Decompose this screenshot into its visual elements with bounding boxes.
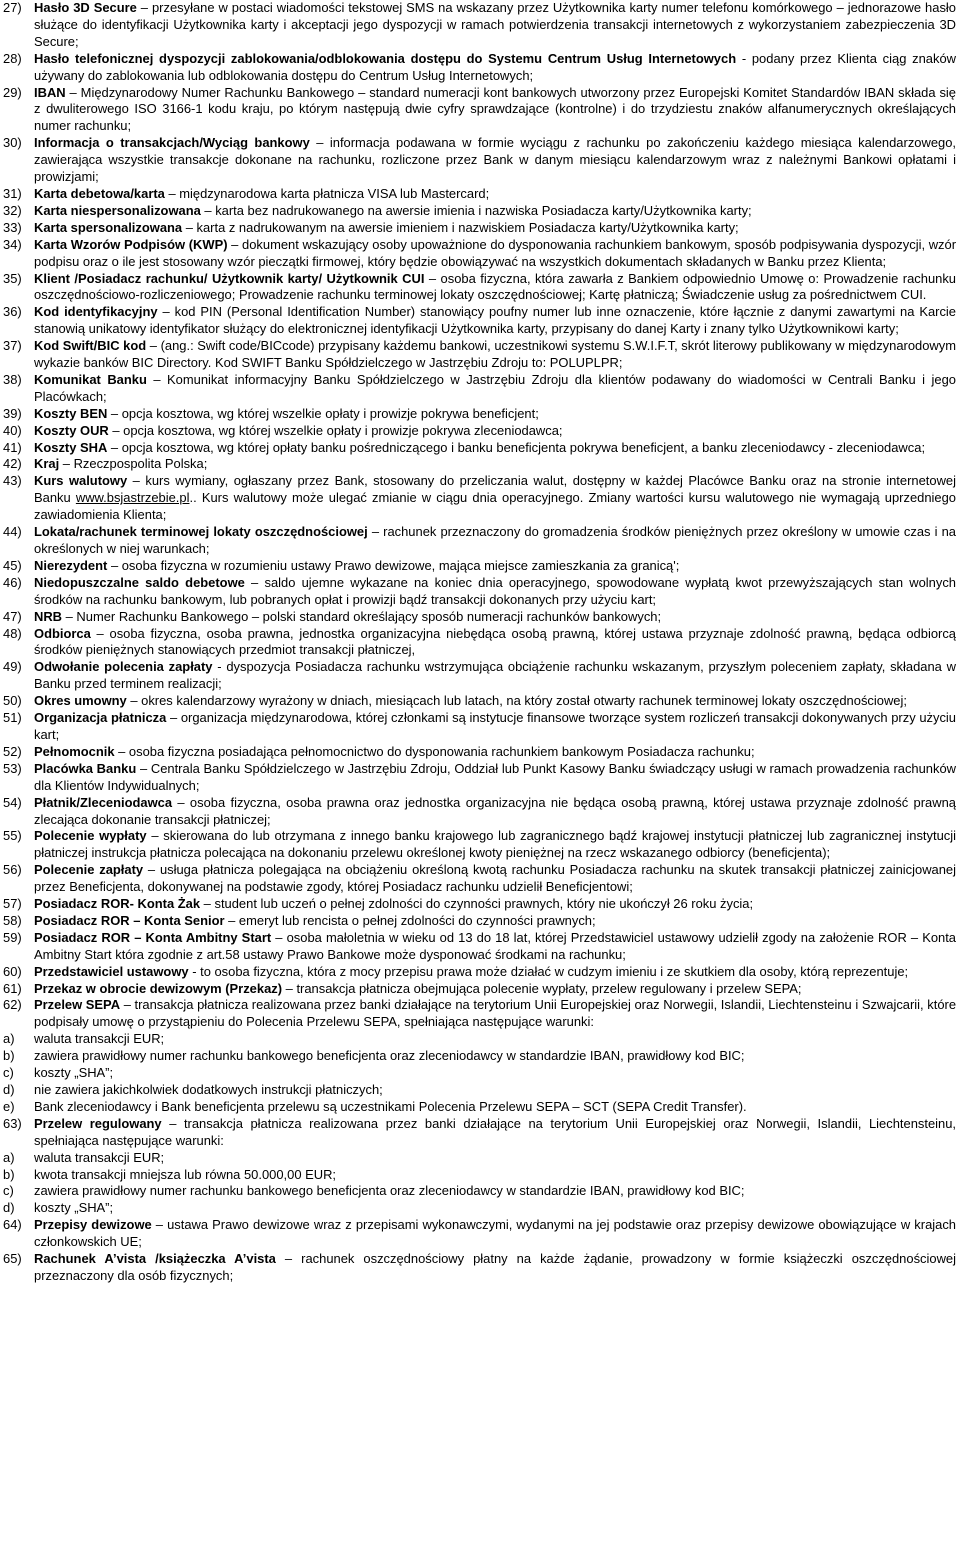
definition-term: Organizacja płatnicza — [34, 710, 167, 726]
term-separator: – — [172, 794, 190, 810]
definition-term: Koszty SHA — [34, 439, 108, 455]
condition-letter: b) — [3, 1048, 15, 1064]
definition-term: Odwołanie polecenia zapłaty — [34, 659, 213, 675]
definition-number: 64) — [3, 1217, 22, 1233]
term-separator: – — [136, 760, 151, 776]
term-separator: – — [107, 405, 122, 421]
term-separator: – — [143, 862, 160, 878]
definition-term: Okres umowny — [34, 693, 127, 709]
definition-term: Posiadacz ROR – Konta Ambitny Start — [34, 929, 272, 945]
condition-letter: d) — [3, 1082, 15, 1097]
definition-number: 56) — [3, 862, 22, 878]
definition-item — [3, 524, 956, 558]
definition-term: Lokata/rachunek terminowej lokaty oszczędnościowej — [34, 524, 368, 540]
definition-item — [3, 456, 956, 473]
condition-item — [3, 1048, 956, 1065]
bank-website-link[interactable]: www.bsjastrzebie.pl — [75, 490, 190, 506]
definition-number: 46) — [3, 574, 22, 590]
definition-term: Informacja o transakcjach/Wyciąg bankowy — [34, 135, 310, 151]
definition-item — [3, 981, 956, 998]
definition-term: Karta debetowa/karta — [34, 185, 165, 201]
definition-term: Kraj — [34, 456, 60, 472]
definition-number: 35) — [3, 270, 22, 286]
definition-number: 27) — [3, 0, 22, 15]
definition-item — [3, 659, 956, 693]
definition-text: osoba fizyczna posiadająca pełnomocnictwo do dysponowania rachunkiem bankowym Posiadacza rachunku; — [128, 743, 755, 759]
definition-item — [3, 237, 956, 271]
definition-number: 60) — [3, 963, 22, 979]
definition-term: Posiadacz ROR – Konta Senior — [34, 912, 225, 928]
term-separator: – — [424, 270, 441, 286]
definition-number: 47) — [3, 608, 22, 624]
term-separator: – — [126, 693, 142, 709]
definition-item — [3, 862, 956, 896]
term-separator: – — [182, 219, 197, 235]
definition-item — [3, 693, 956, 710]
definition-number: 32) — [3, 202, 22, 218]
definition-item — [3, 997, 956, 1031]
definition-item — [3, 440, 956, 457]
condition-text: Bank zleceniodawcy i Bank beneficjenta przelewu są uczestnikami Polecenia Przelewu SEPA – SCT (SEPA Credit Transfer). — [34, 1098, 747, 1114]
definition-term: Koszty BEN — [34, 405, 108, 421]
term-separator: – — [271, 929, 287, 945]
definition-item — [3, 1116, 956, 1150]
term-separator: – — [282, 980, 297, 996]
definition-number: 30) — [3, 135, 22, 151]
definition-item — [3, 406, 956, 423]
term-separator: – — [65, 84, 81, 100]
definition-term: Hasło 3D Secure — [34, 0, 137, 15]
condition-text: kwota transakcji mniejsza lub równa 50.000,00 EUR; — [34, 1166, 337, 1182]
definition-number: 62) — [3, 997, 22, 1013]
definition-text: rachunek przeznaczony do gromadzenia środków pieniężnych przez określony w umowie czas i na określonych w niej warunkach; — [34, 524, 956, 556]
definition-number: 43) — [3, 473, 22, 489]
definition-item — [3, 51, 956, 85]
definition-item — [3, 828, 956, 862]
term-separator: – — [107, 439, 122, 455]
definition-item — [3, 626, 956, 660]
condition-item — [3, 1167, 956, 1184]
definition-number: 40) — [3, 422, 22, 438]
definition-text: transakcja płatnicza realizowana przez banki działające na terytorium Unii Europejskiej oraz Norwegii, Islandii, Liechtensteinu, spełniająca następujące warunki: — [34, 1115, 957, 1148]
definition-text: organizacja międzynarodowa, której członkami są instytucje finansowe tworzące system rozliczeń transakcji dokonywanych przy użyciu kart; — [34, 710, 956, 742]
definition-term: Karta spersonalizowana — [34, 219, 183, 235]
definition-item — [3, 761, 956, 795]
definition-text: Komunikat informacyjny Banku Spółdzielczego w Jastrzębiu Zdroju dla klientów podawany do wiadomości w Centrali Banku i jego Placówkach; — [34, 371, 956, 404]
definition-term: Koszty OUR — [34, 422, 109, 438]
definition-number: 28) — [3, 50, 22, 66]
definition-text: międzynarodowa karta płatnicza VISA lub Mastercard; — [179, 185, 490, 201]
definition-number: 36) — [3, 304, 22, 320]
term-separator: – — [107, 557, 122, 573]
definition-number: 37) — [3, 338, 22, 354]
condition-letter: a) — [3, 1149, 15, 1165]
condition-letter: a) — [3, 1031, 15, 1047]
definition-number: 48) — [3, 625, 22, 641]
definition-number: 31) — [3, 185, 22, 201]
term-separator: – — [157, 304, 175, 320]
definition-item — [3, 372, 956, 406]
definition-text: karta bez nadrukowanego na awersie imienia i nazwiska Posiadacza karty/Użytkownika karty; — [215, 202, 752, 218]
condition-letter: c) — [3, 1065, 14, 1081]
condition-item — [3, 1082, 956, 1099]
definition-term: Przedstawiciel ustawowy — [34, 963, 189, 979]
definition-text: informacja podawana w formie wyciągu z rachunku po zakończeniu każdego miesiąca kalendarzowego, zawierająca wszystkie transakcje dokonane na rachunku, rozliczone przez Bank w danym miesiącu kalendarzowym wraz z należnymi Bankowi opłatami i prowizjami; — [34, 135, 957, 185]
term-separator: – — [146, 338, 161, 354]
definition-text: student lub uczeń o pełnej zdolności do czynności prawnych, który nie ukończył 26 roku życia; — [214, 896, 754, 912]
condition-item — [3, 1099, 956, 1116]
condition-item — [3, 1200, 956, 1217]
definition-text: transakcja płatnicza realizowana przez banki działające na terytorium Unii Europejskiej oraz Norwegii, Islandii, Liechtensteinu i Szwajcarii, które podpisały umowę o przystąpieniu do Polecenia Przelewu SEPA, spełniająca następujące warunki: — [34, 997, 957, 1030]
definition-item — [3, 85, 956, 136]
definition-term: Kod identyfikacyjny — [34, 304, 158, 320]
definition-term: Przepisy dewizowe — [34, 1217, 152, 1233]
definition-text: dokument wskazujący osoby upoważnione do dysponowania rachunkiem bankowym, sposób podpisywania dyspozycji, wzór podpisu oraz o ile jest stosowany wzór pieczątki firmowej, który będzie obowiązywać na wszystkich dokumentach składanych w Banku przez Klienta; — [34, 236, 957, 269]
definition-number: 29) — [3, 84, 22, 100]
definition-text: Rzeczpospolita Polska; — [73, 456, 208, 472]
definition-term: Kod Swift/BIC kod — [34, 338, 147, 354]
condition-item — [3, 1065, 956, 1082]
definition-term: Przekaz w obrocie dewizowym (Przekaz) — [34, 980, 283, 996]
definition-text: rachunek oszczędnościowy płatny na każde żądanie, prowadzony w formie książeczki oszczędnościowej przeznaczony dla osób fizycznych; — [34, 1251, 956, 1283]
definition-term: Placówka Banku — [34, 760, 137, 776]
definition-item — [3, 220, 956, 237]
definition-item — [3, 964, 956, 981]
definition-text: Międzynarodowy Numer Rachunku Bankowego – standard numeracji kont bankowych utworzony przez Europejski Komitet Standardów IBAN składa się z dwuliterowego ISO 3166-1 kodu kraju, po którym następują dwie cyfry sprawdzające (kontrolne) i do trzydziestu znaków alfanumerycznych określających numer rachunku; — [34, 84, 957, 134]
definition-number: 57) — [3, 896, 22, 912]
definition-text: karta z nadrukowanym na awersie imieniem i nazwiskiem Posiadacza karty/Użytkownika karty; — [196, 219, 739, 235]
term-separator: - — [736, 50, 752, 66]
definition-term: Kurs walutowy — [34, 473, 128, 489]
definition-term: Klient /Posiadacz rachunku/ Użytkownik karty/ Użytkownik CUI — [34, 270, 425, 286]
term-separator: - — [212, 659, 227, 675]
definition-number: 42) — [3, 456, 22, 472]
definition-text: saldo ujemne wykazane na koniec dnia operacyjnego, spowodowane wypłatą kwot przewyższających stan wolnych środków na rachunku bankowym, lub pobranych opłat i prowizji bądź transakcji dokonanych przy użyciu kart; — [34, 574, 957, 607]
definition-item — [3, 271, 956, 305]
condition-item — [3, 1031, 956, 1048]
definition-item — [3, 575, 956, 609]
condition-letter: c) — [3, 1183, 14, 1199]
definition-number: 59) — [3, 929, 22, 945]
definition-item — [3, 896, 956, 913]
definition-text: ustawa Prawo dewizowe wraz z przepisami wykonawczymi, wydanymi na jej podstawie oraz przepisy dewizowe obowiązujące w krajach członkowskich UE; — [34, 1217, 956, 1250]
condition-item — [3, 1183, 956, 1200]
definition-text: transakcja płatnicza obejmująca polecenie wypłaty, przelew regulowany i przelew SEPA; — [296, 980, 802, 996]
definition-text: emeryt lub rencista o pełnej zdolności do czynności prawnych; — [238, 912, 596, 928]
definition-number: 51) — [3, 710, 22, 726]
definition-text: przesyłane w postaci wiadomości tekstowej SMS na wskazany przez Użytkownika karty numer telefonu komórkowego – jednorazowe hasło służące do identyfikacji Użytkownika karty i akceptacji jego dyspozycji w ramach potwierdzenia transakcji internetowych z wykorzystaniem zabezpieczenia 3D Secure; — [34, 0, 956, 49]
definition-number: 65) — [3, 1251, 22, 1267]
term-separator: – — [161, 1115, 184, 1131]
definition-text: osoba fizyczna, osoba prawna, jednostka organizacyjna niebędąca osobą prawną, której ustawa przyznaje zdolność prawną, będąca odbiorcą środków pieniężnych stanowiących przedmiot transakcji płatniczej, — [34, 625, 956, 658]
definition-text: usługa płatnicza polegająca na obciążeniu określoną kwotą rachunku Posiadacza rachunku na skutek transakcji płatniczej zainicjowanej przez Beneficjenta, dokonywanej na podstawie zgody, której Posiadacz rachunku udzielił Beneficjentowi; — [34, 862, 957, 895]
definition-item — [3, 609, 956, 626]
definition-text: osoba fizyczna, osoba prawna oraz jednostka organizacyjna nie będąca osobą prawną, której ustawa przyznaje zdolność prawną zlecająca dokonanie transakcji płatniczej; — [34, 794, 956, 827]
term-separator: – — [151, 1217, 168, 1233]
condition-text: zawiera prawidłowy numer rachunku bankowego beneficjenta oraz zleceniodawcy w standardzie IBAN, prawidłowy kod BIC; — [34, 1048, 745, 1064]
term-separator: – — [62, 608, 77, 624]
term-separator: – — [146, 828, 164, 844]
definition-text: Centrala Banku Spółdzielczego w Jastrzębiu Zdroju, Oddział lub Punkt Kasowy Banku świadczący usługi w ramach prowadzenia rachunków dla Klientów Indywidualnych; — [34, 760, 957, 793]
definition-text: okres kalendarzowy wyrażony w dniach, miesiącach lub latach, na który został otwarty rachunek terminowej lokaty oszczędnościowej; — [141, 693, 907, 709]
term-separator: – — [309, 135, 330, 151]
term-separator: – — [224, 912, 239, 928]
term-separator: – — [136, 0, 152, 15]
condition-text: zawiera prawidłowy numer rachunku bankowego beneficjenta oraz zleceniodawcy w standardzie IBAN, prawidłowy kod BIC; — [34, 1183, 745, 1199]
definition-number: 52) — [3, 743, 22, 759]
definition-term: Odbiorca — [34, 625, 91, 641]
definition-number: 58) — [3, 912, 22, 928]
definition-text-continued: .. Kurs walutowy może ulegać zmianie w ciągu dnia operacyjnego. Zmiany wartości kursu walutowego nie wymagają uprzedniego zawiadomienia Klienta; — [34, 490, 957, 523]
definition-term: Polecenie wypłaty — [34, 828, 147, 844]
term-separator: – — [146, 371, 168, 387]
condition-text: nie zawiera jakichkolwiek dodatkowych instrukcji płatniczych; — [34, 1082, 383, 1097]
definition-text: opcja kosztowa, wg której wszelkie opłaty i prowizje pokrywa beneficjent; — [121, 405, 539, 421]
condition-text: koszty „SHA”; — [34, 1065, 114, 1081]
term-separator: – — [90, 625, 110, 641]
definition-number: 39) — [3, 405, 22, 421]
definition-item — [3, 930, 956, 964]
definition-item — [3, 710, 956, 744]
definition-text: skierowana do lub otrzymana z innego banku krajowego lub zagranicznego bądź krajowej instytucji płatniczej lub zagranicznej instytucji płatniczej instrukcja płatnicza polecająca na dokonaniu przelewu określonej kwoty pieniężnej na rzecz wskazanego odbiorcy (beneficjenta); — [34, 828, 956, 861]
definition-item — [3, 473, 956, 524]
term-separator: – — [244, 574, 265, 590]
condition-letter: b) — [3, 1166, 15, 1182]
condition-text: koszty „SHA”; — [34, 1200, 114, 1216]
definition-number: 44) — [3, 524, 22, 540]
definition-item — [3, 186, 956, 203]
definition-term: Karta Wzorów Podpisów (KWP) — [34, 236, 228, 252]
definition-item — [3, 1217, 956, 1251]
definition-number: 55) — [3, 828, 22, 844]
definition-item — [3, 913, 956, 930]
definition-text: podany przez Klienta ciąg znaków używany do zablokowania lub odblokowania dostępu do Centrum Usług Internetowych; — [34, 50, 956, 83]
term-separator: – — [164, 185, 180, 201]
term-separator: – — [108, 422, 124, 438]
definition-number: 41) — [3, 439, 22, 455]
definition-term: Polecenie zapłaty — [34, 862, 144, 878]
definition-number: 54) — [3, 794, 22, 810]
definition-item — [3, 744, 956, 761]
definition-term: Przelew regulowany — [34, 1115, 162, 1131]
definition-number: 38) — [3, 371, 22, 387]
definition-text: opcja kosztowa, wg której wszelkie opłaty i prowizje pokrywa zleceniodawca; — [123, 422, 563, 438]
definition-term: Komunikat Banku — [34, 371, 147, 387]
definition-number: 50) — [3, 693, 22, 709]
term-separator: - — [188, 963, 201, 979]
definition-term: Przelew SEPA — [34, 997, 121, 1013]
condition-letter: e) — [3, 1098, 15, 1114]
definition-number: 45) — [3, 557, 22, 573]
term-separator: – — [367, 524, 384, 540]
definition-item — [3, 423, 956, 440]
term-separator: – — [275, 1251, 302, 1267]
definition-item — [3, 558, 956, 575]
term-separator: – — [200, 202, 216, 218]
definition-item — [3, 338, 956, 372]
definition-item — [3, 304, 956, 338]
definition-term: Niedopuszczalne saldo debetowe — [34, 574, 245, 590]
condition-text: waluta transakcji EUR; — [34, 1031, 165, 1047]
definition-text: Numer Rachunku Bankowego – polski standard określający sposób numeracji rachunków bankowych; — [76, 608, 662, 624]
definition-term: Rachunek A’vista /książeczka A’vista — [34, 1251, 276, 1267]
definition-item — [3, 0, 956, 51]
term-separator: – — [227, 236, 243, 252]
term-separator: – — [127, 473, 146, 489]
term-separator: – — [200, 896, 215, 912]
definition-term: Nierezydent — [34, 557, 108, 573]
definition-number: 61) — [3, 980, 22, 996]
definition-text: opcja kosztowa, wg której opłaty banku pośredniczącego i banku beneficjenta pokrywa beneficjent, a banku zleceniodawcy - zleceniodawca; — [121, 439, 926, 455]
definition-item — [3, 203, 956, 220]
definition-term: Hasło telefonicznej dyspozycji zablokowania/odblokowania dostępu do Systemu Centrum Usług Internetowych — [34, 50, 737, 66]
condition-text: waluta transakcji EUR; — [34, 1149, 165, 1165]
definition-text: osoba fizyczna w rozumieniu ustawy Prawo dewizowe, mająca miejsce zamieszkania za granicą'; — [121, 557, 680, 573]
definition-text: kurs wymiany, ogłaszany przez Bank, stosowany do przeliczania walut, dostępny w każdej Placówce Banku oraz na stronie internetowej Banku — [34, 473, 957, 506]
definition-number: 53) — [3, 760, 22, 776]
definition-text: osoba małoletnia w wieku od 13 do 18 lat, której Przedstawiciel ustawowy udzielił zgody na założenie ROR – Konta Ambitny Start która zgodnie z art.58 ustawy Prawo Bankowe może dysponować środkami na rachunku; — [34, 929, 957, 962]
condition-item — [3, 1150, 956, 1167]
condition-letter: d) — [3, 1200, 15, 1216]
term-separator: – — [114, 743, 129, 759]
definition-text: dyspozycja Posiadacza rachunku wstrzymująca obciążenie rachunku wskazanym, przyszłym poleceniem zapłaty, składana w Banku przed terminem realizacji; — [34, 659, 956, 692]
definition-number: 34) — [3, 236, 22, 252]
definition-item — [3, 135, 956, 186]
definition-text: kod PIN (Personal Identification Number) stanowiący poufny numer lub inne oznaczenie, które łącznie z danymi zawartymi na Karcie stanowią unikatowy identyfikator służący do elektronicznej identyfikacji Użytkownika karty, przypisany do danej Karty i znany tylko Użytkownikowi karty; — [34, 304, 956, 337]
definition-term: IBAN — [34, 84, 66, 100]
definition-number: 33) — [3, 219, 22, 235]
term-separator: – — [59, 456, 74, 472]
definition-term: Pełnomocnik — [34, 743, 115, 759]
definition-text: (ang.: Swift code/BICcode) przypisany każdemu bankowi, uczestnikowi systemu S.W.I.F.T, skrót literowy publikowany w międzynarodowym wykazie banków BIC Directory. Kod SWIFT Banku Spółdzielczego w Jastrzębiu Zdroju to: POLUPLPR; — [34, 338, 956, 371]
definition-number: 49) — [3, 659, 22, 675]
definition-term: Posiadacz ROR- Konta Żak — [34, 896, 201, 912]
definition-term: Płatnik/Zleceniodawca — [34, 794, 173, 810]
definition-term: Karta niespersonalizowana — [34, 202, 201, 218]
definition-term: NRB — [34, 608, 63, 624]
definition-item — [3, 795, 956, 829]
definition-item — [3, 1251, 956, 1285]
definition-text: to osoba fizyczna, która z mocy przepisu prawa może działać w cudzym imieniu i ze skutkiem dla osoby, którą reprezentuje; — [200, 963, 909, 979]
definition-text: osoba fizyczna, która zawarła z Bankiem odpowiednio Umowę o: Prowadzenie rachunku oszczędnościowo-rozliczeniowego; Prowadzenie rachunku terminowej lokaty oszczędnościowej; Kartę płatniczą; Świadczenie usług za pośrednictwem CUI. — [34, 270, 956, 303]
term-separator: – — [120, 997, 135, 1013]
term-separator: – — [166, 710, 181, 726]
definition-number: 63) — [3, 1115, 22, 1131]
